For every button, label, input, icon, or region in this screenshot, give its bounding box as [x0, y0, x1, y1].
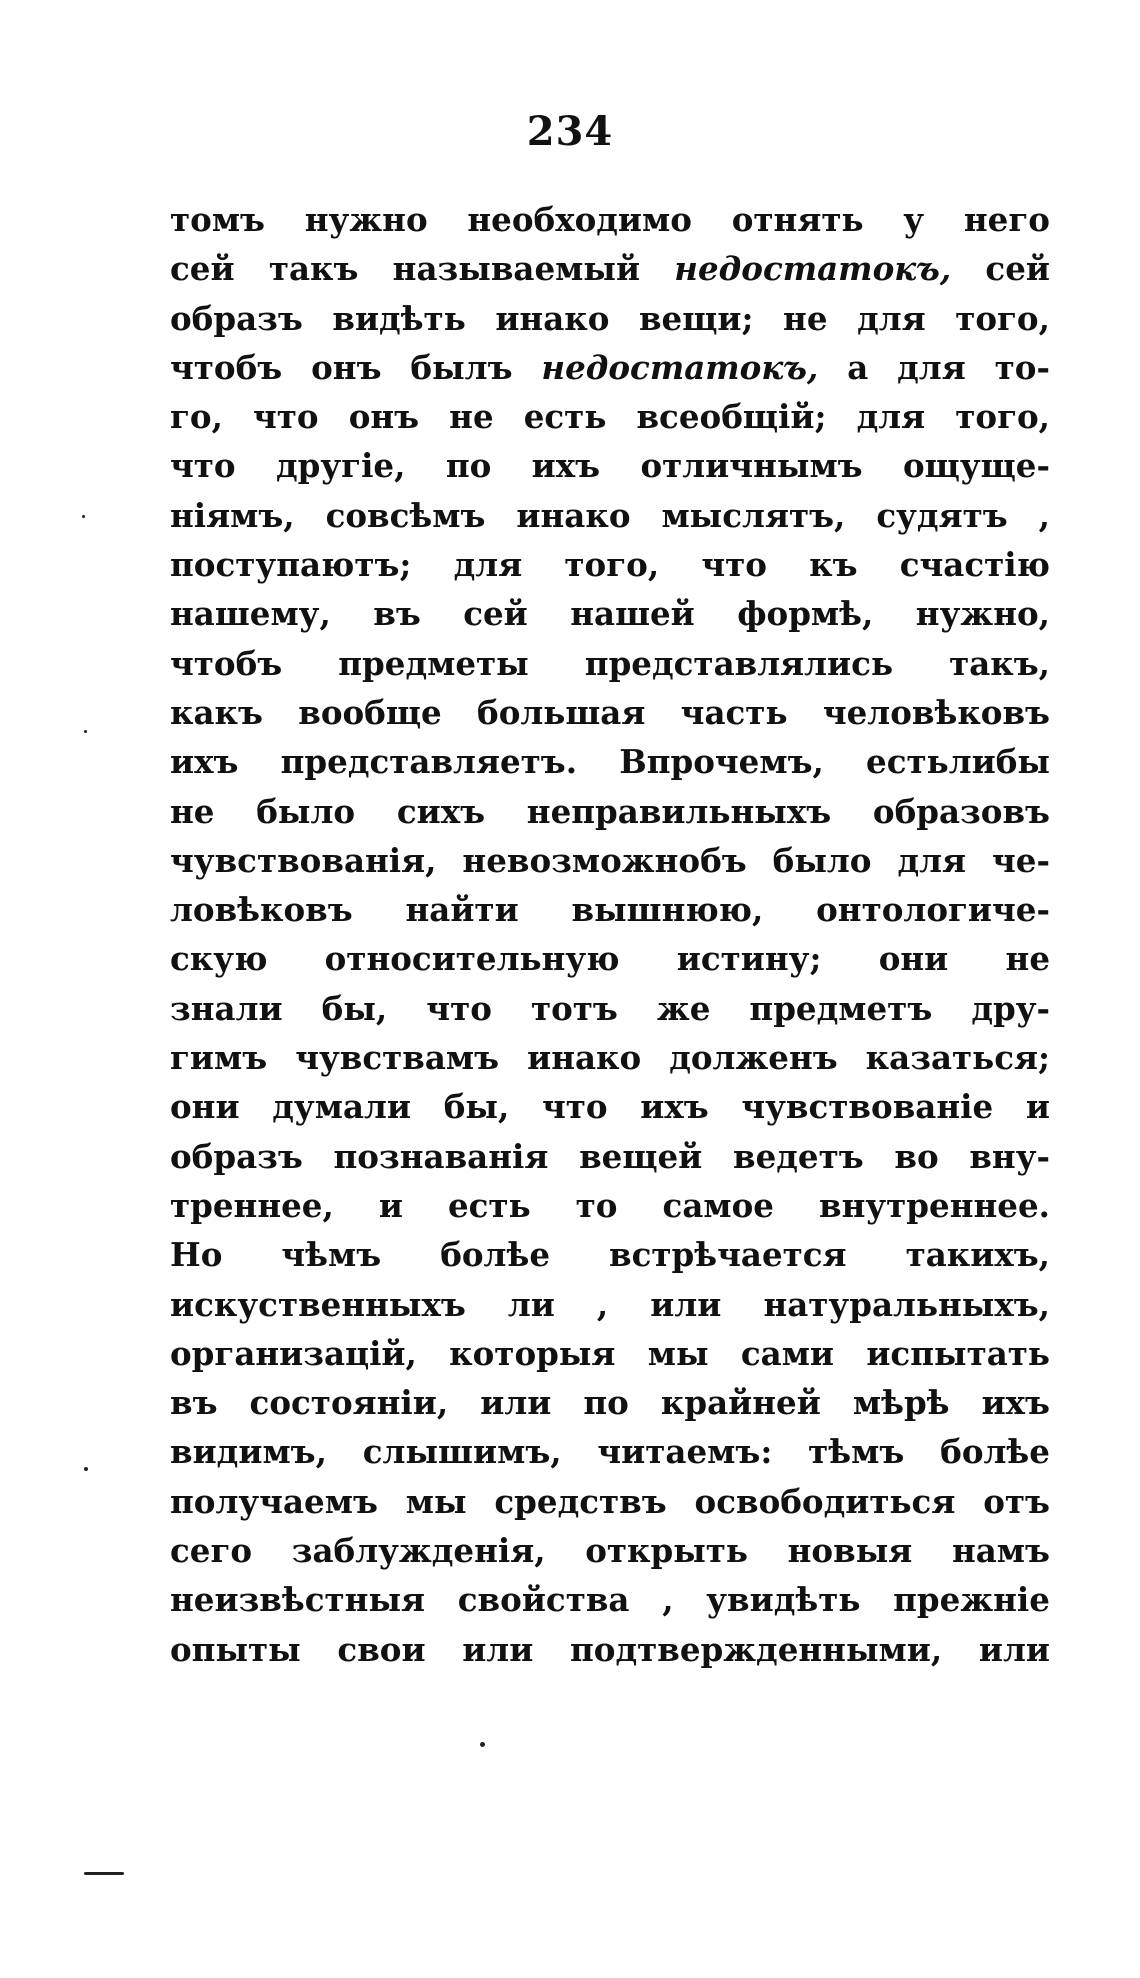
word: было: [256, 791, 356, 831]
text-line: [170, 1575, 1050, 1624]
word: онъ: [311, 347, 382, 387]
word: образовъ: [872, 791, 1050, 831]
word: человѣковъ: [822, 692, 1050, 732]
word: не: [170, 791, 215, 831]
word: мы: [647, 1333, 709, 1373]
word: свои: [337, 1629, 426, 1669]
word: ихъ: [170, 742, 239, 782]
text-line: [170, 244, 1050, 293]
word: невозможнобъ: [462, 840, 747, 880]
word: вну-: [969, 1136, 1050, 1176]
word: долженъ: [669, 1038, 838, 1078]
print-speck: [84, 1467, 88, 1471]
word: дру-: [971, 988, 1050, 1028]
text-line: [170, 787, 1050, 836]
word: же: [656, 988, 711, 1028]
word: гимъ: [170, 1038, 268, 1078]
word: че-: [992, 840, 1050, 880]
word: томъ: [170, 200, 265, 239]
text-line: [170, 1477, 1050, 1526]
text-line: [170, 441, 1050, 490]
text-line: [170, 343, 1050, 392]
text-line: [170, 1181, 1050, 1230]
word: тѣмъ: [808, 1432, 905, 1472]
word: сей: [170, 249, 235, 289]
word: нужно: [304, 200, 428, 239]
text-line: [170, 1280, 1050, 1329]
print-speck: [84, 730, 87, 733]
word: нашей: [570, 594, 695, 634]
word: сей: [985, 249, 1050, 289]
word: внутреннее.: [819, 1185, 1050, 1225]
word: заблужденія,: [291, 1531, 546, 1571]
word: Но: [170, 1235, 223, 1275]
word: ведетъ: [732, 1136, 864, 1176]
word: во: [894, 1136, 939, 1176]
word: часть: [680, 692, 788, 732]
word: средствъ: [494, 1481, 667, 1521]
word: увидѣть: [706, 1580, 861, 1620]
word: былъ: [410, 347, 513, 387]
word: совсѣмъ: [325, 495, 486, 535]
word: то: [575, 1185, 618, 1225]
word: новыя: [787, 1531, 913, 1571]
word: сего: [170, 1531, 253, 1571]
word: ,: [596, 1284, 609, 1324]
word: представляетъ.: [280, 742, 578, 782]
word: въ: [170, 1383, 218, 1423]
word: отъ: [983, 1481, 1050, 1521]
word: неправильныхъ: [526, 791, 832, 831]
text-line: [170, 491, 1050, 540]
word: отличнымъ: [640, 446, 863, 486]
word: предметы: [338, 643, 529, 683]
word: мы: [405, 1481, 467, 1521]
word: ли: [507, 1284, 555, 1324]
word: что: [426, 988, 492, 1028]
word: что: [701, 545, 767, 585]
text-line: [170, 1132, 1050, 1181]
word: образъ: [170, 298, 303, 338]
text-line: [170, 737, 1050, 786]
word: или: [462, 1629, 534, 1669]
text-line: [170, 1378, 1050, 1427]
word: вышнюю,: [571, 890, 764, 930]
text-line: [170, 1082, 1050, 1131]
word: открыть: [585, 1531, 748, 1571]
word: необходимо: [467, 200, 692, 239]
word: подтвержденными,: [569, 1629, 943, 1669]
word: инако: [527, 1038, 642, 1078]
word: которыя: [449, 1333, 616, 1373]
word: мѣрѣ: [852, 1383, 950, 1423]
text-line: [170, 1033, 1050, 1082]
word: чувствованіе: [741, 1087, 994, 1127]
word: или: [480, 1383, 552, 1423]
word: есть: [523, 397, 607, 437]
text-line: [170, 589, 1050, 638]
word: ощуще-: [902, 446, 1050, 486]
word: истину;: [676, 939, 822, 979]
word: то-: [994, 347, 1050, 387]
word: Впрочемъ,: [619, 742, 824, 782]
word: прежніе: [893, 1580, 1050, 1620]
word: естьлибы: [866, 742, 1050, 782]
word: познаванія: [333, 1136, 549, 1176]
word: неизвѣстныя: [170, 1580, 426, 1620]
word: видимъ,: [170, 1432, 327, 1472]
word: свойства: [457, 1580, 630, 1620]
word: предметъ: [749, 988, 933, 1028]
word: для: [453, 545, 523, 585]
text-line: [170, 1230, 1050, 1279]
word: или: [978, 1629, 1050, 1669]
word: не: [1005, 939, 1050, 979]
word: всеобщій;: [636, 397, 827, 437]
word: бы,: [321, 988, 388, 1028]
word: относительную: [324, 939, 620, 979]
word: недостатокъ,: [541, 347, 819, 387]
word: ,: [1038, 495, 1050, 535]
print-speck: [82, 515, 85, 518]
word: нашему,: [170, 594, 331, 634]
word: не: [449, 397, 494, 437]
word: намъ: [951, 1531, 1050, 1571]
word: крайней: [660, 1383, 821, 1423]
word: и: [378, 1185, 403, 1225]
word: ловѣковъ: [170, 890, 353, 930]
word: такихъ,: [905, 1235, 1050, 1275]
word: натуральныхъ,: [763, 1284, 1050, 1324]
text-line: [170, 1526, 1050, 1575]
word: было: [772, 840, 872, 880]
word: сей: [463, 594, 528, 634]
word: получаемъ: [170, 1481, 378, 1521]
word: для: [897, 347, 966, 387]
word: по: [583, 1383, 629, 1423]
word: а: [847, 347, 869, 387]
word: тотъ: [530, 988, 618, 1028]
text-line: [170, 984, 1050, 1033]
word: слышимъ,: [362, 1432, 562, 1472]
print-mark: [84, 1872, 124, 1875]
word: инако: [516, 495, 631, 535]
word: они: [878, 939, 949, 979]
text-line: [170, 1427, 1050, 1476]
text-line: [170, 540, 1050, 589]
word: него: [963, 200, 1050, 239]
word: чувствамъ: [295, 1038, 500, 1078]
word: инако: [495, 298, 610, 338]
word: читаемъ:: [597, 1432, 773, 1472]
word: вообще: [298, 692, 442, 732]
word: болѣе: [940, 1432, 1050, 1472]
word: недостатокъ,: [674, 249, 952, 289]
word: опыты: [170, 1629, 301, 1669]
word: судятъ: [876, 495, 1008, 535]
text-line: [170, 1329, 1050, 1378]
word: поступаютъ;: [170, 545, 412, 585]
text-line: [170, 392, 1050, 441]
word: того,: [955, 298, 1050, 338]
word: болѣе: [440, 1235, 551, 1275]
word: и: [1025, 1087, 1050, 1127]
word: не: [783, 298, 828, 338]
word: представлялись: [584, 643, 894, 683]
word: такъ,: [949, 643, 1050, 683]
word: отнять: [731, 200, 864, 239]
word: большая: [477, 692, 646, 732]
word: что: [253, 397, 319, 437]
word: чтобъ: [170, 643, 283, 683]
word: думали: [272, 1087, 412, 1127]
word: они: [170, 1087, 240, 1127]
word: чувствованія,: [170, 840, 437, 880]
text-line: [170, 688, 1050, 737]
word: по: [445, 446, 492, 486]
word: у: [903, 200, 925, 239]
word: ихъ: [640, 1087, 709, 1127]
word: найти: [405, 890, 519, 930]
word: есть: [447, 1185, 531, 1225]
word: видѣть: [332, 298, 466, 338]
word: для: [857, 298, 926, 338]
word: нужно,: [915, 594, 1050, 634]
text-line: [170, 195, 1050, 244]
word: знали: [170, 988, 283, 1028]
word: ихъ: [531, 446, 601, 486]
word: такъ: [268, 249, 359, 289]
word: казаться;: [865, 1038, 1050, 1078]
word: образъ: [170, 1136, 303, 1176]
text-line: [170, 1625, 1050, 1674]
word: искуственныхъ: [170, 1284, 466, 1324]
word: самое: [662, 1185, 774, 1225]
word: ,: [662, 1580, 674, 1620]
word: организацій,: [170, 1333, 417, 1373]
word: вещи;: [638, 298, 754, 338]
word: чтобъ: [170, 347, 283, 387]
word: къ: [809, 545, 858, 585]
word: треннее,: [170, 1185, 334, 1225]
word: скую: [170, 939, 268, 979]
word: какъ: [170, 692, 263, 732]
word: того,: [955, 397, 1050, 437]
word: освободиться: [694, 1481, 956, 1521]
word: счастію: [899, 545, 1050, 585]
word: бы,: [443, 1087, 510, 1127]
body-text: [170, 195, 1050, 1674]
word: сихъ: [396, 791, 486, 831]
word: что: [541, 1087, 608, 1127]
word: ихъ: [981, 1383, 1050, 1423]
word: го,: [170, 397, 223, 437]
word: называемый: [392, 249, 641, 289]
word: въ: [373, 594, 421, 634]
word: встрѣчается: [609, 1235, 847, 1275]
text-line: [170, 836, 1050, 885]
word: для: [897, 840, 967, 880]
text-line: [170, 294, 1050, 343]
word: ніямъ,: [170, 495, 295, 535]
text-line: [170, 885, 1050, 934]
word: сами: [740, 1333, 835, 1373]
word: что: [170, 446, 236, 486]
word: онтологиче-: [816, 890, 1050, 930]
word: состояніи,: [249, 1383, 449, 1423]
word: онъ: [348, 397, 420, 437]
text-line: [170, 934, 1050, 983]
print-speck: [480, 1742, 485, 1747]
word: вещей: [579, 1136, 703, 1176]
word: для: [856, 397, 926, 437]
word: мыслятъ,: [661, 495, 846, 535]
word: или: [650, 1284, 722, 1324]
word: формѣ,: [737, 594, 874, 634]
page-number: 234: [526, 108, 614, 155]
word: испытать: [866, 1333, 1050, 1373]
text-line: [170, 639, 1050, 688]
word: чѣмъ: [281, 1235, 382, 1275]
word: того,: [564, 545, 660, 585]
word: другіе,: [275, 446, 406, 486]
